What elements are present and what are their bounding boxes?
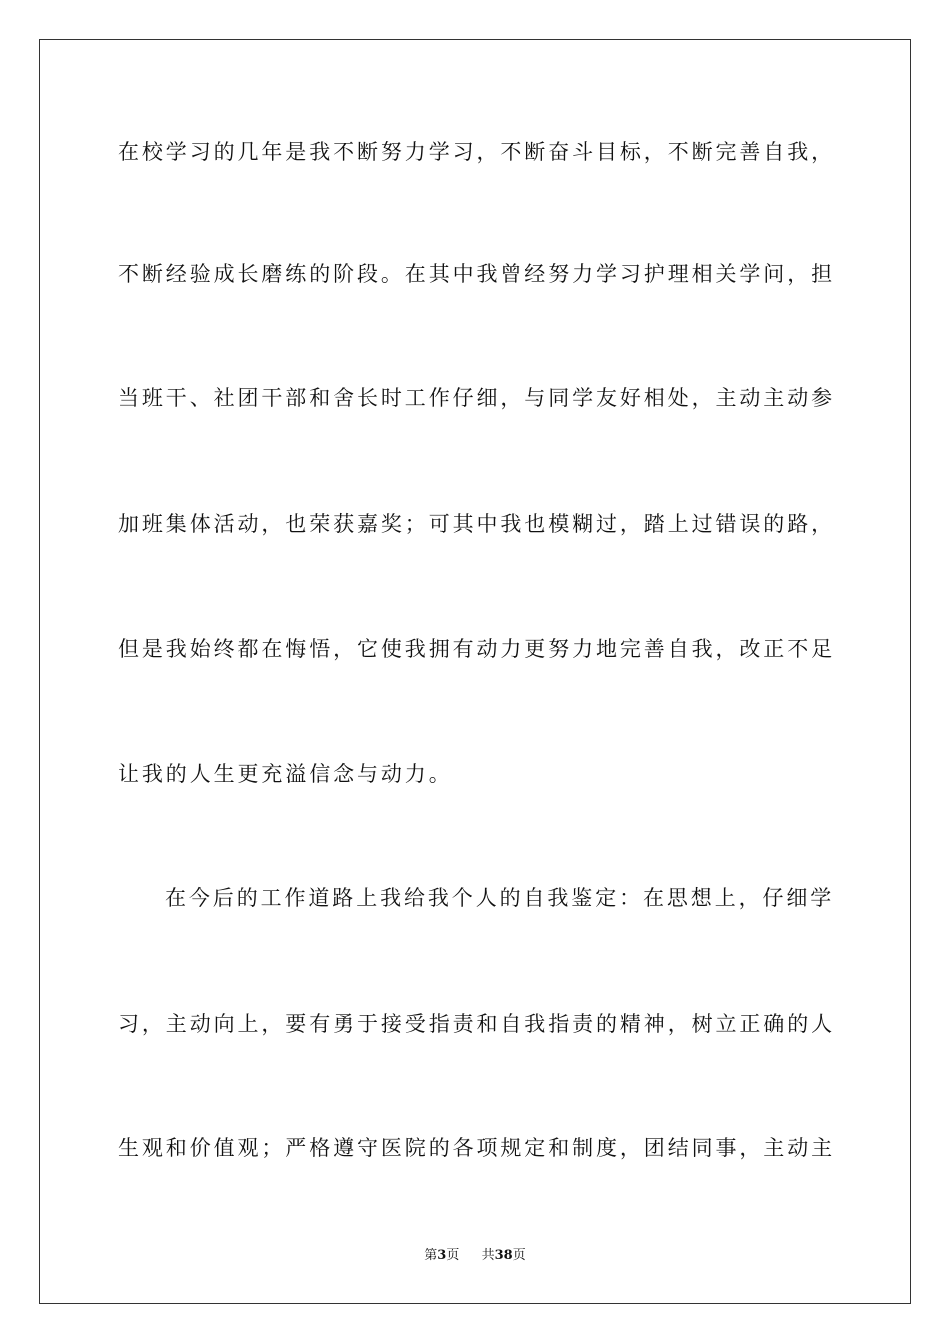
body-text-line: 习，主动向上，要有勇于接受指责和自我指责的精神，树立正确的人 <box>118 1012 835 1036</box>
page-footer <box>0 1247 950 1265</box>
total-pages-label: 共38页 <box>481 1248 526 1263</box>
total-pages-number: 38 <box>494 1248 513 1263</box>
body-text-line: 让我的人生更充溢信念与动力。 <box>118 762 453 786</box>
body-text-line: 在校学习的几年是我不断努力学习，不断奋斗目标，不断完善自我， <box>118 140 835 164</box>
current-page-number: 3 <box>437 1248 447 1263</box>
body-text-line: 当班干、社团干部和舍长时工作仔细，与同学友好相处，主动主动参 <box>118 386 835 410</box>
page-label: 第3页 <box>424 1248 460 1263</box>
body-text-line: 加班集体活动，也荣获嘉奖；可其中我也模糊过，踏上过错误的路， <box>118 512 835 536</box>
body-text-line: 生观和价值观；严格遵守医院的各项规定和制度，团结同事，主动主 <box>118 1136 835 1160</box>
body-text-line: 但是我始终都在悔悟，它使我拥有动力更努力地完善自我，改正不足 <box>118 637 835 661</box>
paragraph-first-line: 在今后的工作道路上我给我个人的自我鉴定：在思想上，仔细学 <box>165 886 835 910</box>
page-border <box>39 39 911 1304</box>
body-text-line: 不断经验成长磨练的阶段。在其中我曾经努力学习护理相关学问，担 <box>118 262 835 286</box>
